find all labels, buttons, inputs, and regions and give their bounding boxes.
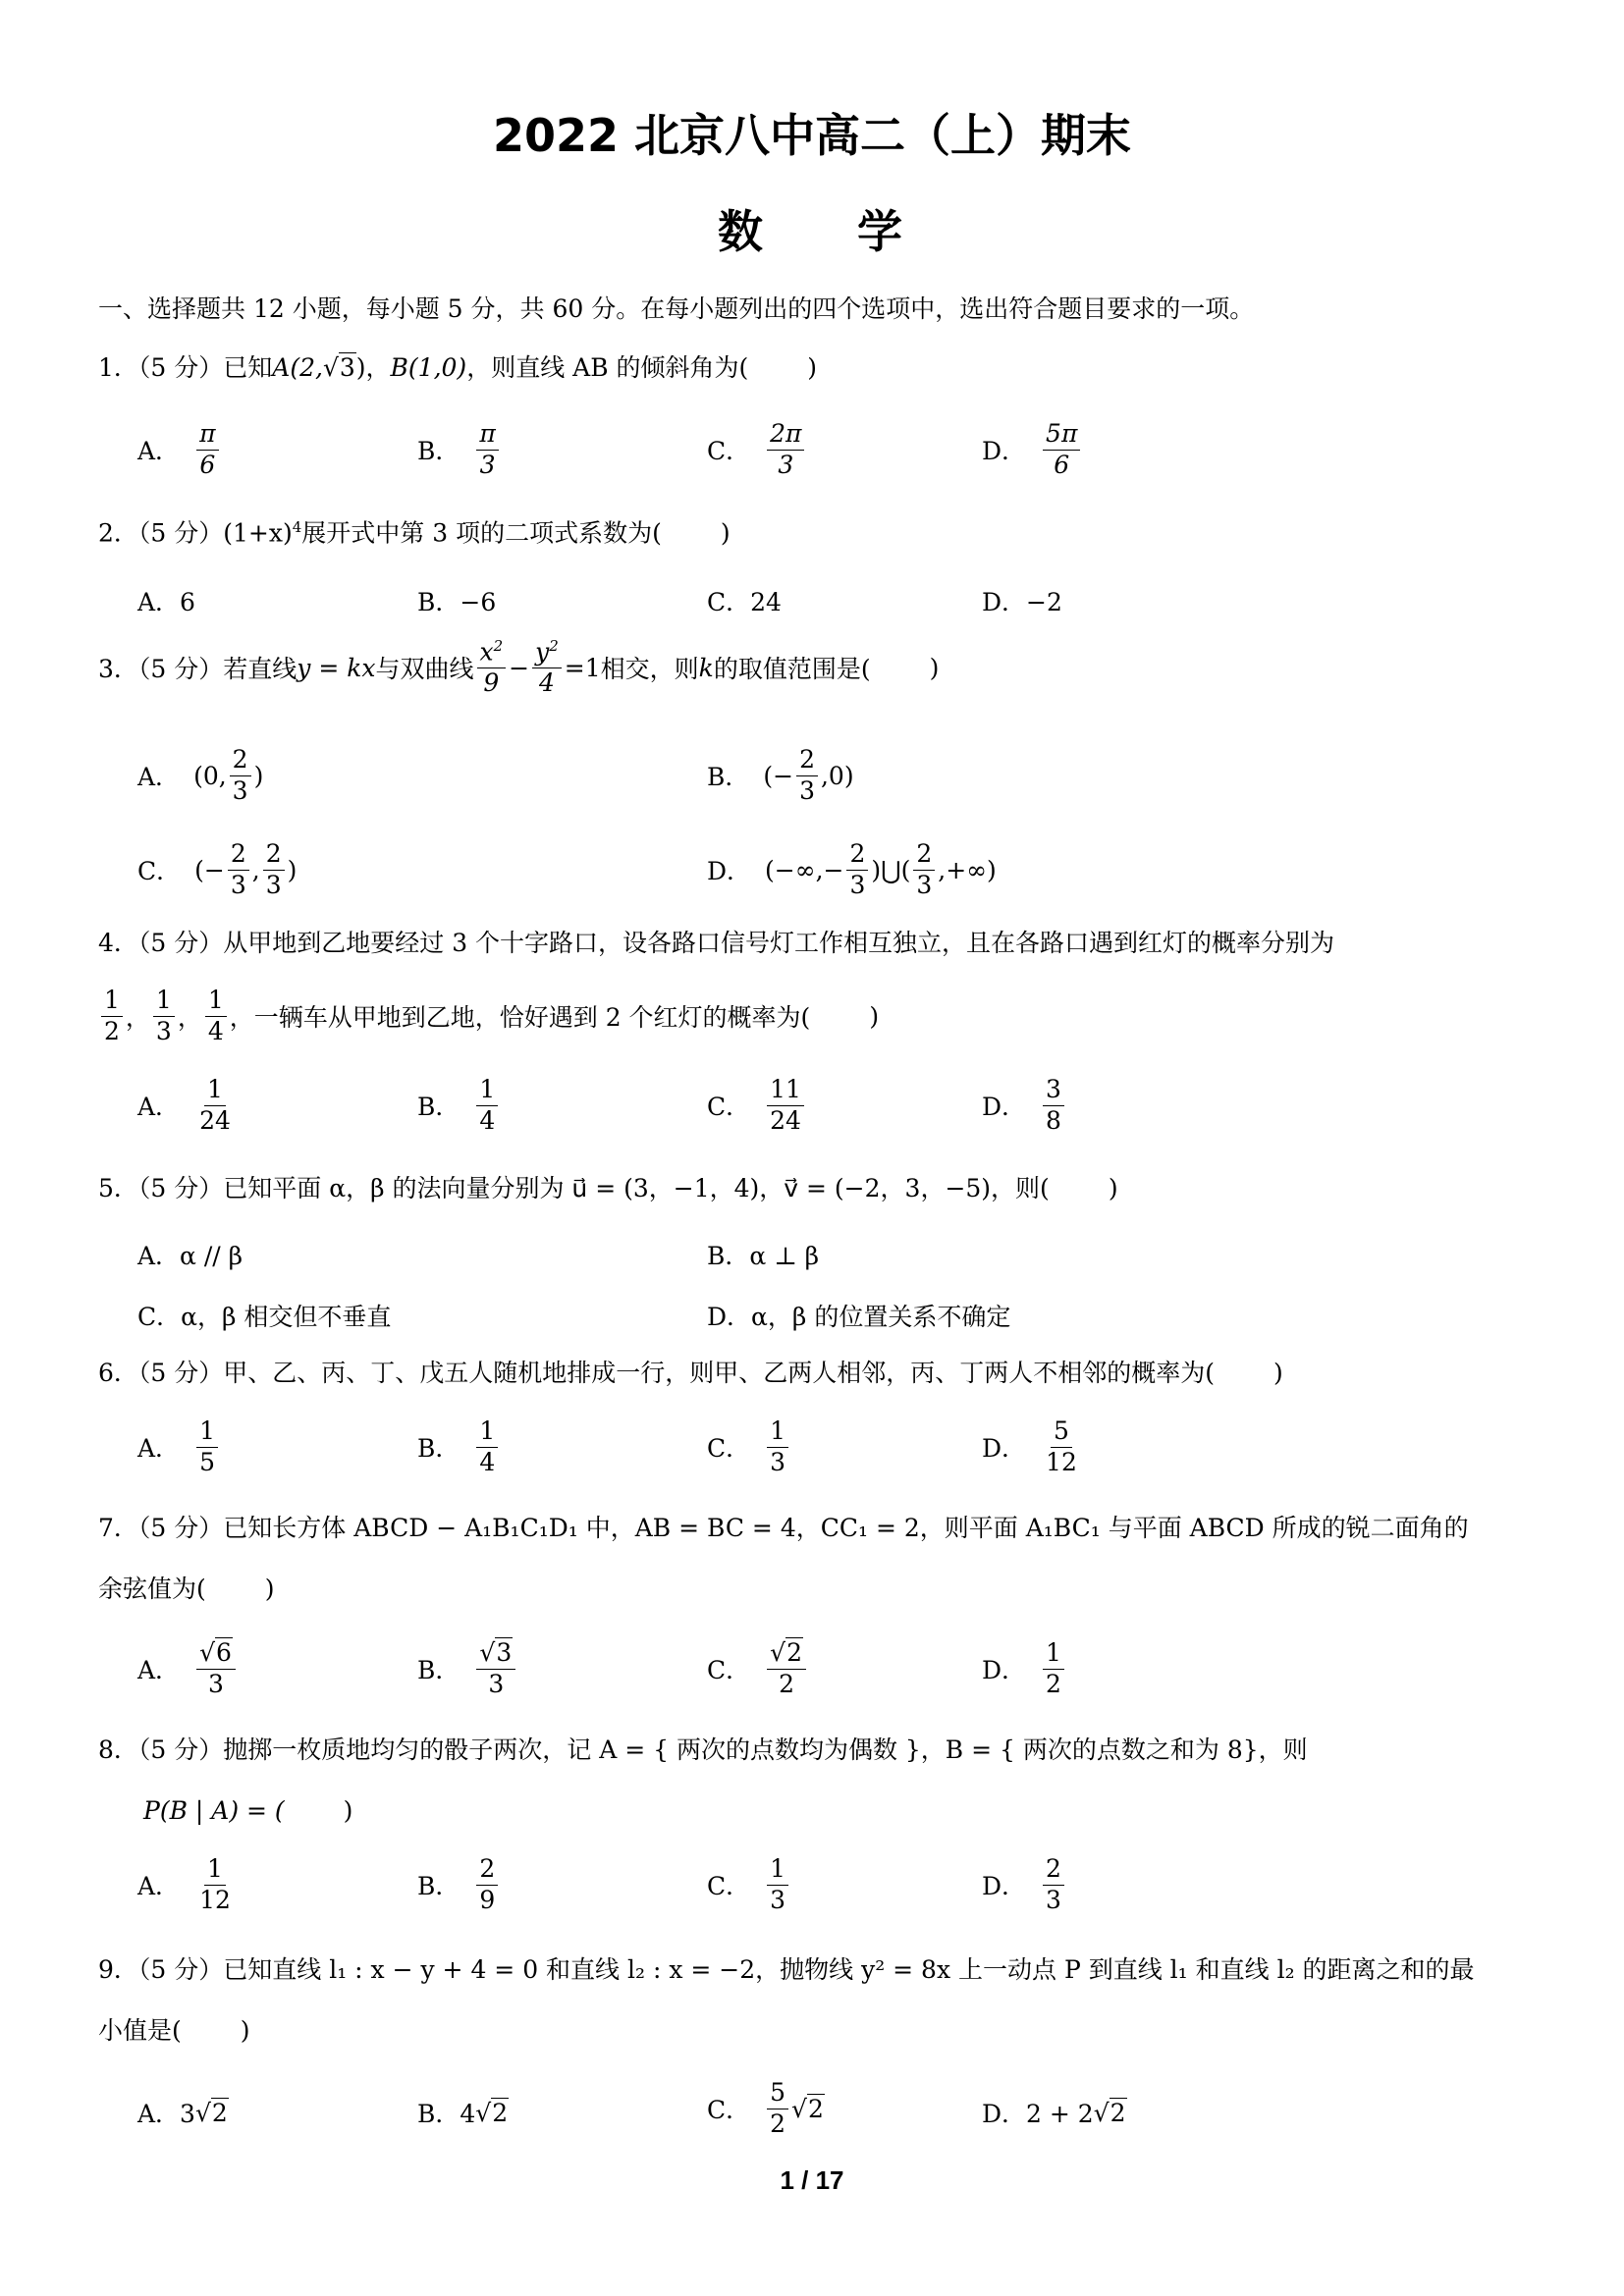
q7-option-a[interactable]: A． $\frac{√6}{3}$ [137,1639,239,1699]
question-7-line1: 7．（5 分）已知长方体 ABCD − A₁B₁C₁D₁ 中，AB = BC = 4，CC₁ = 2，则平面 A₁BC₁ 与平面 ABCD 所成的锐二面角的 [98,1514,1469,1542]
q7-option-c[interactable]: C． $\frac{√2}{2}$ [707,1639,809,1699]
question-1: 1．（5 分）已知A(2,√3)，B(1,0)，则直线 AB 的倾斜角为( ) [98,353,818,382]
q8-option-d[interactable]: D． $\frac{2}{3}$ [982,1855,1067,1915]
q3-option-b[interactable]: B． (− $\frac{2}{3}$ ,0) [707,745,854,805]
q9-option-a[interactable]: A．3 √ 2 [137,2098,228,2128]
q2-option-b[interactable]: B．−6 [417,588,497,616]
q6-option-b[interactable]: B． $\frac{1}{4}$ [417,1417,501,1477]
question-2: 2．（5 分）$(1+x)^4$展开式中第 3 项的二项式系数为( ) [98,518,731,548]
q9-option-c[interactable]: C． $\frac{5}{2}$ √ 2 [707,2078,824,2138]
q7-option-b[interactable]: B． $\frac{√3}{3}$ [417,1639,518,1699]
q9-option-b[interactable]: B．4 √ 2 [417,2098,509,2128]
section-heading: 一、选择题共 12 小题，每小题 5 分，共 60 分。在每小题列出的四个选项中，选出符合题目要求的一项。 [98,294,1255,323]
q5-option-c[interactable]: C．α，β 相交但不垂直 [137,1303,392,1331]
q3-option-c[interactable]: C． (− $\frac{2}{3}$ , $\frac{2}{3}$ ) [137,839,298,899]
q1-option-b[interactable]: B． $\frac{\pi}{3}$ [417,420,502,480]
question-7-line2: 余弦值为( ) [98,1575,275,1603]
question-8-line1: 8．（5 分）抛掷一枚质地均匀的骰子两次，记 A = { 两次的点数均为偶数 }，B = { 两次的点数之和为 8}，则 [98,1735,1308,1764]
question-9-line2: 小值是( ) [98,2016,250,2045]
question-9-line1: 9．（5 分）已知直线 l₁ : x − y + 4 = 0 和直线 l₂ : x = −2，抛物线 y² = 8x 上一动点 P 到直线 l₁ 和直线 l₂ 的距离之和的最 [98,1955,1475,1984]
q1-option-a[interactable]: A． $\frac{\pi}{6}$ [137,420,222,480]
page-number: 1 / 17 [780,2165,844,2195]
q4-option-a[interactable]: A． $\frac{1}{24}$ [137,1075,231,1135]
q8-option-b[interactable]: B． $\frac{2}{9}$ [417,1855,501,1915]
q2-option-a[interactable]: A．6 [137,588,195,616]
q4-option-d[interactable]: D． $\frac{3}{8}$ [982,1076,1067,1136]
question-4-line2: $\frac{1}{2}$ ， $\frac{1}{3}$ ， $\frac{1}{4}$ ，一辆车从甲地到乙地，恰好遇到 2 个红灯的概率为( ) [98,987,879,1046]
q6-option-a[interactable]: A． $\frac{1}{5}$ [137,1417,221,1477]
question-4-line1: 4．（5 分）从甲地到乙地要经过 3 个十字路口，设各路口信号灯工作相互独立，且在各路口遇到红灯的概率分别为 [98,929,1335,957]
subject-title: 数 学 [718,205,906,258]
q5-option-d[interactable]: D．α，β 的位置关系不确定 [707,1303,1011,1331]
q3-option-d[interactable]: D． (−∞,− $\frac{2}{3}$ )⋃( $\frac{2}{3}$ ,+∞) [707,839,997,899]
q9-option-d[interactable]: D．2 + 2 √ 2 [982,2098,1126,2128]
q8-option-a[interactable]: A． $\frac{1}{12}$ [137,1854,231,1914]
q4-option-b[interactable]: B． $\frac{1}{4}$ [417,1076,501,1136]
q5-option-b[interactable]: B．α ⊥ β [707,1242,820,1270]
q2-option-c[interactable]: C．24 [707,588,782,616]
q3-option-a[interactable]: A． (0, $\frac{2}{3}$ ) [137,745,264,805]
q2-option-d[interactable]: D．−2 [982,588,1062,616]
question-5: 5．（5 分）已知平面 α，β 的法向量分别为 u⃗ = (3，−1，4)，v⃗ = (−2，3，−5)，则( ) [98,1174,1118,1202]
question-3: 3．（5 分）若直线 y = kx 与双曲线 $\frac{x^2}{9}$ − $\frac{y^2}{4}$ =1 相交，则 k 的取值范围是( ) [98,637,940,698]
question-6: 6．（5 分）甲、乙、丙、丁、戊五人随机地排成一行，则甲、乙两人相邻，丙、丁两人不相邻的概率为( ) [98,1359,1283,1387]
q4-option-c[interactable]: C． $\frac{11}{24}$ [707,1076,807,1136]
q8-option-c[interactable]: C． $\frac{1}{3}$ [707,1855,791,1915]
q1-option-d[interactable]: D． $\frac{5\pi}{6}$ [982,420,1083,480]
q6-option-c[interactable]: C． $\frac{1}{3}$ [707,1417,791,1477]
q6-option-d[interactable]: D． $\frac{5}{12}$ [982,1416,1077,1476]
q5-option-a[interactable]: A．α // β [137,1242,244,1270]
page-title: 2022 北京八中高二（上）期末 [492,109,1132,162]
q1-option-c[interactable]: C． $\frac{2\pi}{3}$ [707,420,807,480]
q7-option-d[interactable]: D． $\frac{1}{2}$ [982,1639,1067,1699]
question-8-line2: P(B | A) = ( ) [143,1796,353,1825]
